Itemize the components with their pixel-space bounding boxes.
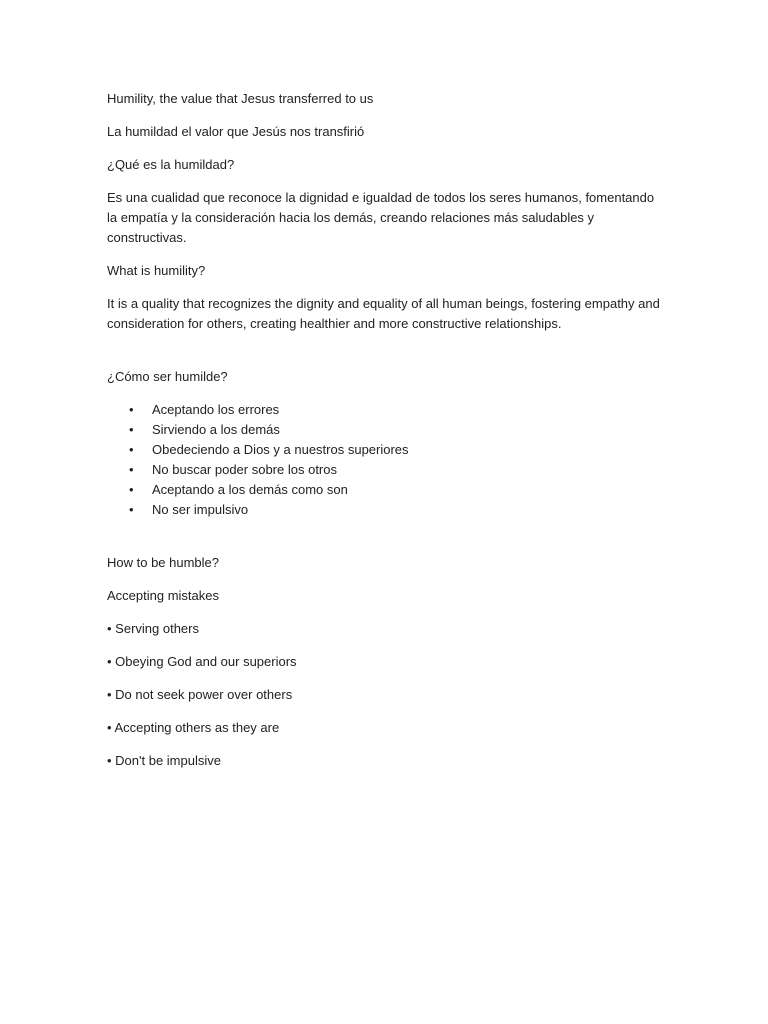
- blank-line: [107, 347, 667, 367]
- list-item: [107, 500, 667, 520]
- question-english: What is humility?: [107, 263, 206, 278]
- list-item-label: Aceptando los errores: [152, 402, 280, 417]
- bullet-icon: •: [129, 502, 134, 517]
- blank-line: [107, 533, 667, 553]
- bullet-icon: •: [129, 482, 134, 497]
- list-item: [107, 420, 667, 440]
- bullet-icon: •: [129, 402, 134, 417]
- list-item-english: Accepting mistakes: [107, 588, 219, 603]
- list-item-english: • Do not seek power over others: [107, 687, 293, 702]
- question-spanish: ¿Qué es la humildad?: [107, 157, 235, 172]
- list-item-label: No ser impulsivo: [152, 502, 249, 517]
- answer-english: It is a quality that recognizes the dignity and equality of all human beings, fostering empathy and consideration for others, creating healthier and more constructive relationships.: [107, 296, 660, 331]
- bullet-list-spanish: [107, 400, 667, 520]
- list-item: [107, 440, 667, 460]
- list-item-english: • Serving others: [107, 621, 199, 636]
- bullet-icon: •: [129, 462, 134, 477]
- list-item-english: • Don't be impulsive: [107, 753, 221, 768]
- how-heading-english: How to be humble?: [107, 555, 220, 570]
- title-english: Humility, the value that Jesus transferred to us: [107, 91, 374, 106]
- list-item-english: • Accepting others as they are: [107, 720, 280, 735]
- list-item: [107, 400, 667, 420]
- list-item: [107, 480, 667, 500]
- list-item-label: Obedeciendo a Dios y a nuestros superiores: [152, 442, 409, 457]
- document-body: [107, 89, 667, 784]
- answer-spanish: Es una cualidad que reconoce la dignidad e igualdad de todos los seres humanos, fomentando la empatía y la consideración hacia los demás, creando relaciones más saludables y constructivas.: [107, 190, 655, 245]
- list-item-label: Aceptando a los demás como son: [152, 482, 348, 497]
- title-spanish: La humildad el valor que Jesús nos transfirió: [107, 124, 365, 139]
- bullet-icon: •: [129, 422, 134, 437]
- list-item-label: Sirviendo a los demás: [152, 422, 280, 437]
- list-item-english: • Obeying God and our superiors: [107, 654, 297, 669]
- bullet-icon: •: [129, 442, 134, 457]
- how-heading-spanish: ¿Cómo ser humilde?: [107, 369, 228, 384]
- list-item-label: No buscar poder sobre los otros: [152, 462, 337, 477]
- list-item: [107, 460, 667, 480]
